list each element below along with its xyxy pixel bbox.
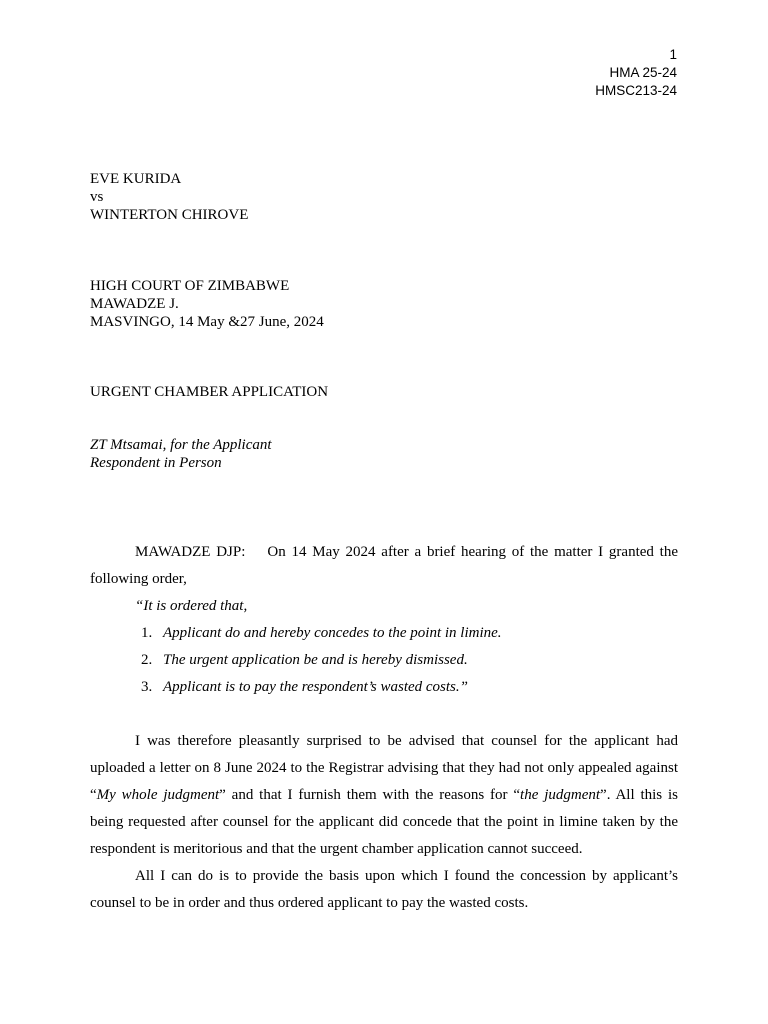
- judgment-body: [90, 539, 678, 917]
- order-item: 2. The urgent application be and is hereby dismissed.: [141, 652, 468, 668]
- paragraph-spacer: [90, 701, 678, 728]
- application-type: URGENT CHAMBER APPLICATION: [90, 384, 329, 400]
- judge-label: MAWADZE DJP:: [135, 544, 246, 560]
- respondent-counsel: Respondent in Person: [90, 455, 222, 471]
- case-number: HMSC213-24: [595, 83, 677, 98]
- paragraph-three: All I can do is to provide the basis upon which I found the concession by applicant’s counsel to be in order and thus ordered applicant to pay the wasted costs.: [90, 868, 678, 911]
- judgment-intro-paragraph: [90, 539, 678, 593]
- applicant-name: EVE KURIDA: [90, 171, 182, 187]
- applicant-counsel: ZT Mtsamai, for the Applicant: [90, 437, 272, 453]
- court-name: HIGH COURT OF ZIMBABWE: [90, 278, 290, 294]
- counsel-block: [90, 436, 678, 472]
- order-item: 1. Applicant do and hereby concedes to the point in limine.: [141, 625, 502, 641]
- court-block: [90, 277, 678, 331]
- page-number: 1: [669, 47, 677, 62]
- order-list: [90, 620, 678, 701]
- case-reference: HMA 25-24: [609, 65, 677, 80]
- order-item: 3. Applicant is to pay the respondent’s wasted costs.”: [141, 679, 468, 695]
- hearing-place-dates: MASVINGO, 14 May &27 June, 2024: [90, 314, 324, 330]
- judge-name: MAWADZE J.: [90, 296, 179, 312]
- paragraph-two: I was therefore pleasantly surprised to be advised that counsel for the applicant had uploaded a letter on 8 June 2024 to the Registrar advising that they had not only appealed against “My whole judgment” and that I furnish them with the reasons for “the judgment”. All this is being requested after counsel for the applicant did concede that the point in limine taken by the respondent is meritorious and that the urgent chamber application cannot succeed.: [90, 733, 678, 857]
- respondent-name: WINTERTON CHIROVE: [90, 207, 249, 223]
- versus-text: vs: [90, 189, 104, 205]
- order-intro: “It is ordered that,: [135, 598, 248, 614]
- page-header: [595, 46, 677, 100]
- intro-text: On 14 May 2024 after a brief hearing of the matter I granted the following order,: [90, 544, 678, 587]
- parties-block: [90, 170, 678, 224]
